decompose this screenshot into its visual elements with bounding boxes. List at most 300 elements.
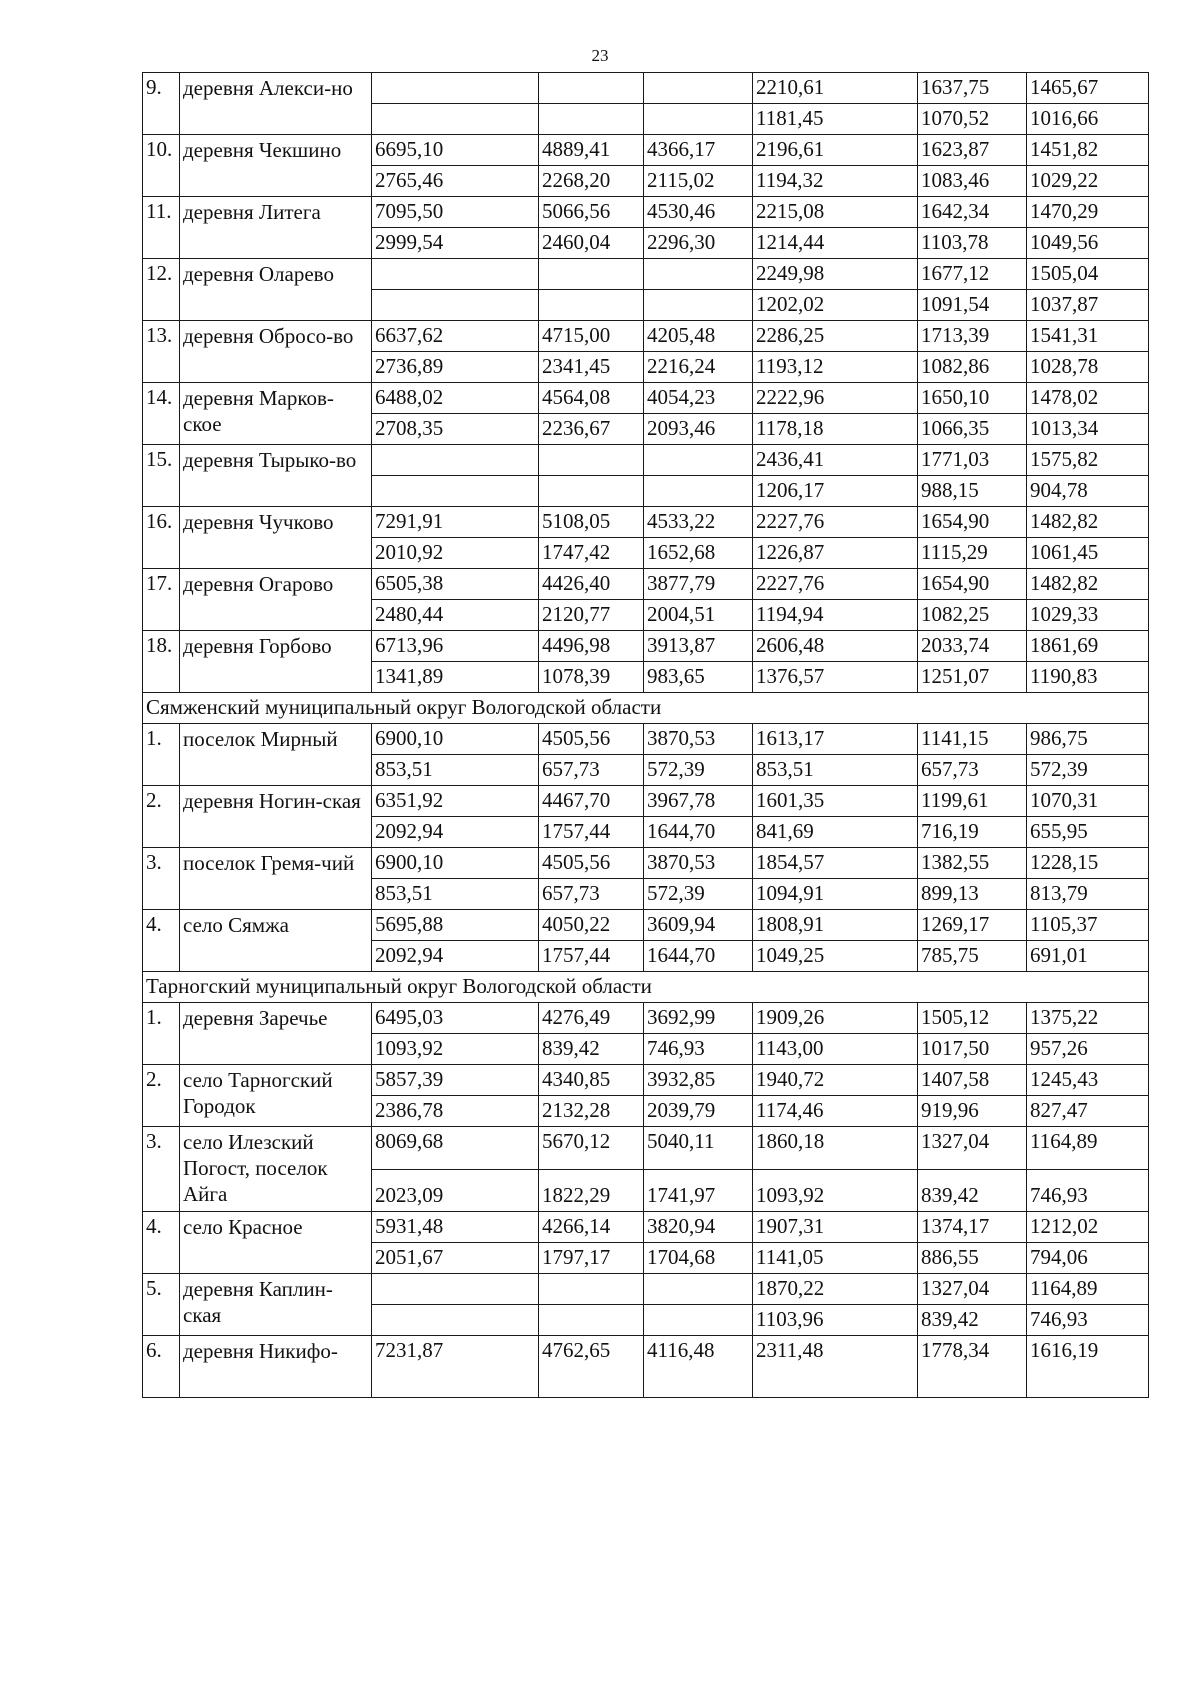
value-cell: 2249,98 (753, 259, 918, 290)
value-cell: 5066,56 (539, 197, 644, 228)
value-cell: 1482,82 (1027, 507, 1149, 538)
settlement-name: поселок Гремя-чий (180, 848, 372, 910)
table-row (143, 910, 1149, 941)
value-cell: 1164,89 (1027, 1274, 1149, 1305)
value-cell: 853,51 (372, 755, 539, 786)
table-row (143, 786, 1149, 817)
value-cell: 3870,53 (644, 724, 753, 755)
value-cell: 691,01 (1027, 941, 1149, 972)
value-cell: 1797,17 (539, 1243, 644, 1274)
value-cell: 2236,67 (539, 414, 644, 445)
value-cell: 1141,05 (753, 1243, 918, 1274)
value-cell: 1141,15 (918, 724, 1027, 755)
value-cell: 6351,92 (372, 786, 539, 817)
value-cell: 2215,08 (753, 197, 918, 228)
settlement-name: деревня Огарово (180, 569, 372, 631)
table-row (143, 1336, 1149, 1398)
value-cell: 5931,48 (372, 1212, 539, 1243)
value-cell: 2480,44 (372, 600, 539, 631)
settlement-name: деревня Каплин-ская (180, 1274, 372, 1336)
value-cell: 1374,17 (918, 1212, 1027, 1243)
value-cell: 839,42 (918, 1169, 1027, 1212)
value-cell: 1757,44 (539, 941, 644, 972)
value-cell: 1854,57 (753, 848, 918, 879)
settlement-name: село Илезский Погост, поселок Айга (180, 1127, 372, 1212)
value-cell: 4054,23 (644, 383, 753, 414)
table-row (143, 445, 1149, 476)
value-cell: 1822,29 (539, 1169, 644, 1212)
value-cell (539, 290, 644, 321)
value-cell: 5695,88 (372, 910, 539, 941)
value-cell: 785,75 (918, 941, 1027, 972)
value-cell: 1505,04 (1027, 259, 1149, 290)
value-cell (372, 476, 539, 507)
value-cell: 1178,18 (753, 414, 918, 445)
value-cell: 1190,83 (1027, 662, 1149, 693)
value-cell: 4116,48 (644, 1336, 753, 1398)
value-cell (539, 73, 644, 104)
value-cell: 2296,30 (644, 228, 753, 259)
value-cell: 1713,39 (918, 321, 1027, 352)
row-number: 2. (143, 786, 180, 848)
value-cell: 1478,02 (1027, 383, 1149, 414)
value-cell: 1094,91 (753, 879, 918, 910)
value-cell: 2115,02 (644, 166, 753, 197)
row-number: 1. (143, 1003, 180, 1065)
value-cell: 2708,35 (372, 414, 539, 445)
row-number: 18. (143, 631, 180, 693)
table-row (143, 1065, 1149, 1096)
value-cell: 983,65 (644, 662, 753, 693)
value-cell: 1013,34 (1027, 414, 1149, 445)
value-cell: 1029,22 (1027, 166, 1149, 197)
value-cell: 1327,04 (918, 1274, 1027, 1305)
value-cell: 2196,61 (753, 135, 918, 166)
value-cell: 4505,56 (539, 724, 644, 755)
row-number: 12. (143, 259, 180, 321)
value-cell: 4050,22 (539, 910, 644, 941)
value-cell: 2004,51 (644, 600, 753, 631)
value-cell: 4340,85 (539, 1065, 644, 1096)
value-cell (372, 259, 539, 290)
value-cell: 6900,10 (372, 724, 539, 755)
value-cell: 1376,57 (753, 662, 918, 693)
value-cell: 1199,61 (918, 786, 1027, 817)
value-cell: 853,51 (372, 879, 539, 910)
table-row (143, 73, 1149, 104)
value-cell: 1078,39 (539, 662, 644, 693)
settlement-name: деревня Чучково (180, 507, 372, 569)
value-cell: 2216,24 (644, 352, 753, 383)
value-cell: 5857,39 (372, 1065, 539, 1096)
value-cell: 1644,70 (644, 941, 753, 972)
value-cell: 2092,94 (372, 941, 539, 972)
value-cell: 1860,18 (753, 1127, 918, 1170)
value-cell: 886,55 (918, 1243, 1027, 1274)
value-cell (539, 1305, 644, 1336)
section-title: Тарногский муниципальный округ Вологодской области (143, 972, 1149, 1003)
settlement-name: деревня Заречье (180, 1003, 372, 1065)
value-cell: 1757,44 (539, 817, 644, 848)
value-cell: 1093,92 (372, 1034, 539, 1065)
value-cell: 1103,96 (753, 1305, 918, 1336)
value-cell (644, 104, 753, 135)
row-number: 16. (143, 507, 180, 569)
value-cell: 1654,90 (918, 507, 1027, 538)
row-number: 9. (143, 73, 180, 135)
table-body (143, 73, 1149, 1398)
value-cell: 1601,35 (753, 786, 918, 817)
value-cell (372, 1305, 539, 1336)
value-cell: 1637,75 (918, 73, 1027, 104)
value-cell: 1028,78 (1027, 352, 1149, 383)
value-cell: 5040,11 (644, 1127, 753, 1170)
value-cell: 794,06 (1027, 1243, 1149, 1274)
table-row (143, 321, 1149, 352)
value-cell: 4505,56 (539, 848, 644, 879)
value-cell: 6713,96 (372, 631, 539, 662)
value-cell: 4266,14 (539, 1212, 644, 1243)
value-cell: 1226,87 (753, 538, 918, 569)
value-cell: 4496,98 (539, 631, 644, 662)
value-cell: 4467,70 (539, 786, 644, 817)
settlement-name: село Красное (180, 1212, 372, 1274)
settlement-name: деревня Горбово (180, 631, 372, 693)
value-cell: 1049,56 (1027, 228, 1149, 259)
settlement-name: деревня Никифо- (180, 1336, 372, 1398)
value-cell: 2093,46 (644, 414, 753, 445)
value-cell: 2311,48 (753, 1336, 918, 1398)
value-cell: 4276,49 (539, 1003, 644, 1034)
value-cell: 1861,69 (1027, 631, 1149, 662)
value-cell: 1082,25 (918, 600, 1027, 631)
settlement-name: село Тарногский Городок (180, 1065, 372, 1127)
value-cell: 2436,41 (753, 445, 918, 476)
table-row (143, 1274, 1149, 1305)
value-cell: 1541,31 (1027, 321, 1149, 352)
table-row (143, 197, 1149, 228)
value-cell: 1214,44 (753, 228, 918, 259)
value-cell: 6505,38 (372, 569, 539, 600)
value-cell: 841,69 (753, 817, 918, 848)
settlement-name: село Сямжа (180, 910, 372, 972)
value-cell: 899,13 (918, 879, 1027, 910)
value-cell: 2051,67 (372, 1243, 539, 1274)
row-number: 15. (143, 445, 180, 507)
value-cell: 4889,41 (539, 135, 644, 166)
value-cell: 1482,82 (1027, 569, 1149, 600)
settlement-name: деревня Литега (180, 197, 372, 259)
table-row (143, 1212, 1149, 1243)
settlement-name: деревня Обросо-во (180, 321, 372, 383)
value-cell: 1016,66 (1027, 104, 1149, 135)
value-cell: 3692,99 (644, 1003, 753, 1034)
value-cell: 4533,22 (644, 507, 753, 538)
value-cell: 746,93 (1027, 1169, 1149, 1212)
value-cell: 1407,58 (918, 1065, 1027, 1096)
settlement-name: деревня Ногин-ская (180, 786, 372, 848)
value-cell: 1105,37 (1027, 910, 1149, 941)
value-cell (644, 290, 753, 321)
value-cell: 2460,04 (539, 228, 644, 259)
row-number: 14. (143, 383, 180, 445)
value-cell: 2120,77 (539, 600, 644, 631)
row-number: 10. (143, 135, 180, 197)
value-cell: 1245,43 (1027, 1065, 1149, 1096)
value-cell: 1505,12 (918, 1003, 1027, 1034)
value-cell: 2227,76 (753, 507, 918, 538)
settlement-name: деревня Алекси-но (180, 73, 372, 135)
value-cell: 1194,32 (753, 166, 918, 197)
table-row (143, 1003, 1149, 1034)
value-cell: 827,47 (1027, 1096, 1149, 1127)
value-cell: 1341,89 (372, 662, 539, 693)
value-cell: 7231,87 (372, 1336, 539, 1398)
value-cell: 986,75 (1027, 724, 1149, 755)
value-cell: 3877,79 (644, 569, 753, 600)
value-cell (644, 73, 753, 104)
value-cell: 657,73 (918, 755, 1027, 786)
value-cell: 1194,94 (753, 600, 918, 631)
value-cell: 7291,91 (372, 507, 539, 538)
value-cell: 4564,08 (539, 383, 644, 414)
value-cell: 1061,45 (1027, 538, 1149, 569)
value-cell: 1654,90 (918, 569, 1027, 600)
value-cell (372, 290, 539, 321)
value-cell: 2286,25 (753, 321, 918, 352)
table-row (143, 724, 1149, 755)
table-row (143, 569, 1149, 600)
row-number: 4. (143, 1212, 180, 1274)
value-cell: 839,42 (539, 1034, 644, 1065)
value-cell: 4530,46 (644, 197, 753, 228)
value-cell (372, 1274, 539, 1305)
row-number: 1. (143, 724, 180, 786)
value-cell (644, 259, 753, 290)
value-cell: 1808,91 (753, 910, 918, 941)
value-cell: 1613,17 (753, 724, 918, 755)
table-row (143, 259, 1149, 290)
value-cell: 1082,86 (918, 352, 1027, 383)
value-cell: 2092,94 (372, 817, 539, 848)
value-cell: 1115,29 (918, 538, 1027, 569)
table-row (143, 1127, 1149, 1170)
value-cell: 1091,54 (918, 290, 1027, 321)
page-number: 23 (591, 46, 609, 65)
value-cell: 657,73 (539, 755, 644, 786)
value-cell: 1623,87 (918, 135, 1027, 166)
value-cell: 2222,96 (753, 383, 918, 414)
value-cell: 1575,82 (1027, 445, 1149, 476)
value-cell: 6488,02 (372, 383, 539, 414)
value-cell (372, 445, 539, 476)
table-row (143, 848, 1149, 879)
value-cell: 655,95 (1027, 817, 1149, 848)
value-cell (644, 445, 753, 476)
value-cell: 1174,46 (753, 1096, 918, 1127)
value-cell: 1382,55 (918, 848, 1027, 879)
value-cell: 3820,94 (644, 1212, 753, 1243)
value-cell: 657,73 (539, 879, 644, 910)
value-cell: 813,79 (1027, 879, 1149, 910)
section-row (143, 693, 1149, 724)
value-cell: 6495,03 (372, 1003, 539, 1034)
value-cell: 904,78 (1027, 476, 1149, 507)
value-cell: 3967,78 (644, 786, 753, 817)
value-cell: 2039,79 (644, 1096, 753, 1127)
value-cell: 2765,46 (372, 166, 539, 197)
value-cell: 839,42 (918, 1305, 1027, 1336)
value-cell: 2268,20 (539, 166, 644, 197)
value-cell: 1017,50 (918, 1034, 1027, 1065)
value-cell: 1616,19 (1027, 1336, 1149, 1398)
value-cell: 1470,29 (1027, 197, 1149, 228)
table-row (143, 135, 1149, 166)
value-cell: 1771,03 (918, 445, 1027, 476)
value-cell: 2210,61 (753, 73, 918, 104)
value-cell: 1093,92 (753, 1169, 918, 1212)
value-cell: 1650,10 (918, 383, 1027, 414)
value-cell: 1677,12 (918, 259, 1027, 290)
value-cell: 1465,67 (1027, 73, 1149, 104)
value-cell: 4366,17 (644, 135, 753, 166)
table-row (143, 383, 1149, 414)
value-cell: 1049,25 (753, 941, 918, 972)
value-cell: 2606,48 (753, 631, 918, 662)
value-cell (644, 1305, 753, 1336)
row-number: 13. (143, 321, 180, 383)
value-cell: 4205,48 (644, 321, 753, 352)
value-cell: 1070,52 (918, 104, 1027, 135)
value-cell: 1228,15 (1027, 848, 1149, 879)
value-cell (539, 1274, 644, 1305)
settlement-name: деревня Чекшино (180, 135, 372, 197)
value-cell: 1327,04 (918, 1127, 1027, 1170)
value-cell: 1202,02 (753, 290, 918, 321)
value-cell: 572,39 (1027, 755, 1149, 786)
value-cell: 919,96 (918, 1096, 1027, 1127)
value-cell: 2386,78 (372, 1096, 539, 1127)
value-cell: 572,39 (644, 755, 753, 786)
value-cell: 1451,82 (1027, 135, 1149, 166)
value-cell: 2010,92 (372, 538, 539, 569)
value-cell: 2341,45 (539, 352, 644, 383)
settlement-name: деревня Марков-ское (180, 383, 372, 445)
value-cell (644, 1274, 753, 1305)
value-cell: 1181,45 (753, 104, 918, 135)
row-number: 6. (143, 1336, 180, 1398)
value-cell: 2132,28 (539, 1096, 644, 1127)
value-cell: 1251,07 (918, 662, 1027, 693)
value-cell (644, 476, 753, 507)
value-cell: 2023,09 (372, 1169, 539, 1212)
value-cell: 1193,12 (753, 352, 918, 383)
value-cell: 2227,76 (753, 569, 918, 600)
row-number: 5. (143, 1274, 180, 1336)
row-number: 11. (143, 197, 180, 259)
value-cell: 2999,54 (372, 228, 539, 259)
value-cell: 957,26 (1027, 1034, 1149, 1065)
value-cell: 1164,89 (1027, 1127, 1149, 1170)
value-cell: 1747,42 (539, 538, 644, 569)
value-cell: 6637,62 (372, 321, 539, 352)
value-cell: 2033,74 (918, 631, 1027, 662)
value-cell: 1778,34 (918, 1336, 1027, 1398)
value-cell: 5670,12 (539, 1127, 644, 1170)
table-row (143, 631, 1149, 662)
value-cell (539, 104, 644, 135)
value-cell: 572,39 (644, 879, 753, 910)
section-row (143, 972, 1149, 1003)
row-number: 3. (143, 848, 180, 910)
row-number: 4. (143, 910, 180, 972)
value-cell: 1704,68 (644, 1243, 753, 1274)
value-cell: 1940,72 (753, 1065, 918, 1096)
value-cell: 4715,00 (539, 321, 644, 352)
value-cell: 4426,40 (539, 569, 644, 600)
value-cell (539, 445, 644, 476)
value-cell: 1083,46 (918, 166, 1027, 197)
value-cell: 1143,00 (753, 1034, 918, 1065)
value-cell: 853,51 (753, 755, 918, 786)
value-cell: 1212,02 (1027, 1212, 1149, 1243)
row-number: 3. (143, 1127, 180, 1212)
value-cell (539, 259, 644, 290)
value-cell (372, 104, 539, 135)
value-cell: 1652,68 (644, 538, 753, 569)
value-cell: 5108,05 (539, 507, 644, 538)
table-row (143, 507, 1149, 538)
value-cell: 1644,70 (644, 817, 753, 848)
value-cell: 8069,68 (372, 1127, 539, 1170)
value-cell: 1907,31 (753, 1212, 918, 1243)
value-cell: 988,15 (918, 476, 1027, 507)
tariff-table (142, 72, 1149, 1398)
value-cell: 1642,34 (918, 197, 1027, 228)
settlement-name: деревня Оларево (180, 259, 372, 321)
value-cell: 1909,26 (753, 1003, 918, 1034)
value-cell: 1066,35 (918, 414, 1027, 445)
value-cell: 1103,78 (918, 228, 1027, 259)
value-cell: 1375,22 (1027, 1003, 1149, 1034)
value-cell: 4762,65 (539, 1336, 644, 1398)
value-cell: 3870,53 (644, 848, 753, 879)
value-cell: 6900,10 (372, 848, 539, 879)
value-cell: 3913,87 (644, 631, 753, 662)
value-cell: 716,19 (918, 817, 1027, 848)
section-title: Сямженский муниципальный округ Вологодской области (143, 693, 1149, 724)
settlement-name: поселок Мирный (180, 724, 372, 786)
row-number: 2. (143, 1065, 180, 1127)
value-cell: 3932,85 (644, 1065, 753, 1096)
value-cell: 1037,87 (1027, 290, 1149, 321)
value-cell (539, 476, 644, 507)
value-cell (372, 73, 539, 104)
value-cell: 1269,17 (918, 910, 1027, 941)
value-cell: 1870,22 (753, 1274, 918, 1305)
value-cell: 1206,17 (753, 476, 918, 507)
value-cell: 1070,31 (1027, 786, 1149, 817)
value-cell: 746,93 (644, 1034, 753, 1065)
value-cell: 6695,10 (372, 135, 539, 166)
value-cell: 7095,50 (372, 197, 539, 228)
row-number: 17. (143, 569, 180, 631)
value-cell: 1029,33 (1027, 600, 1149, 631)
value-cell: 2736,89 (372, 352, 539, 383)
value-cell: 746,93 (1027, 1305, 1149, 1336)
value-cell: 3609,94 (644, 910, 753, 941)
settlement-name: деревня Тырыко-во (180, 445, 372, 507)
